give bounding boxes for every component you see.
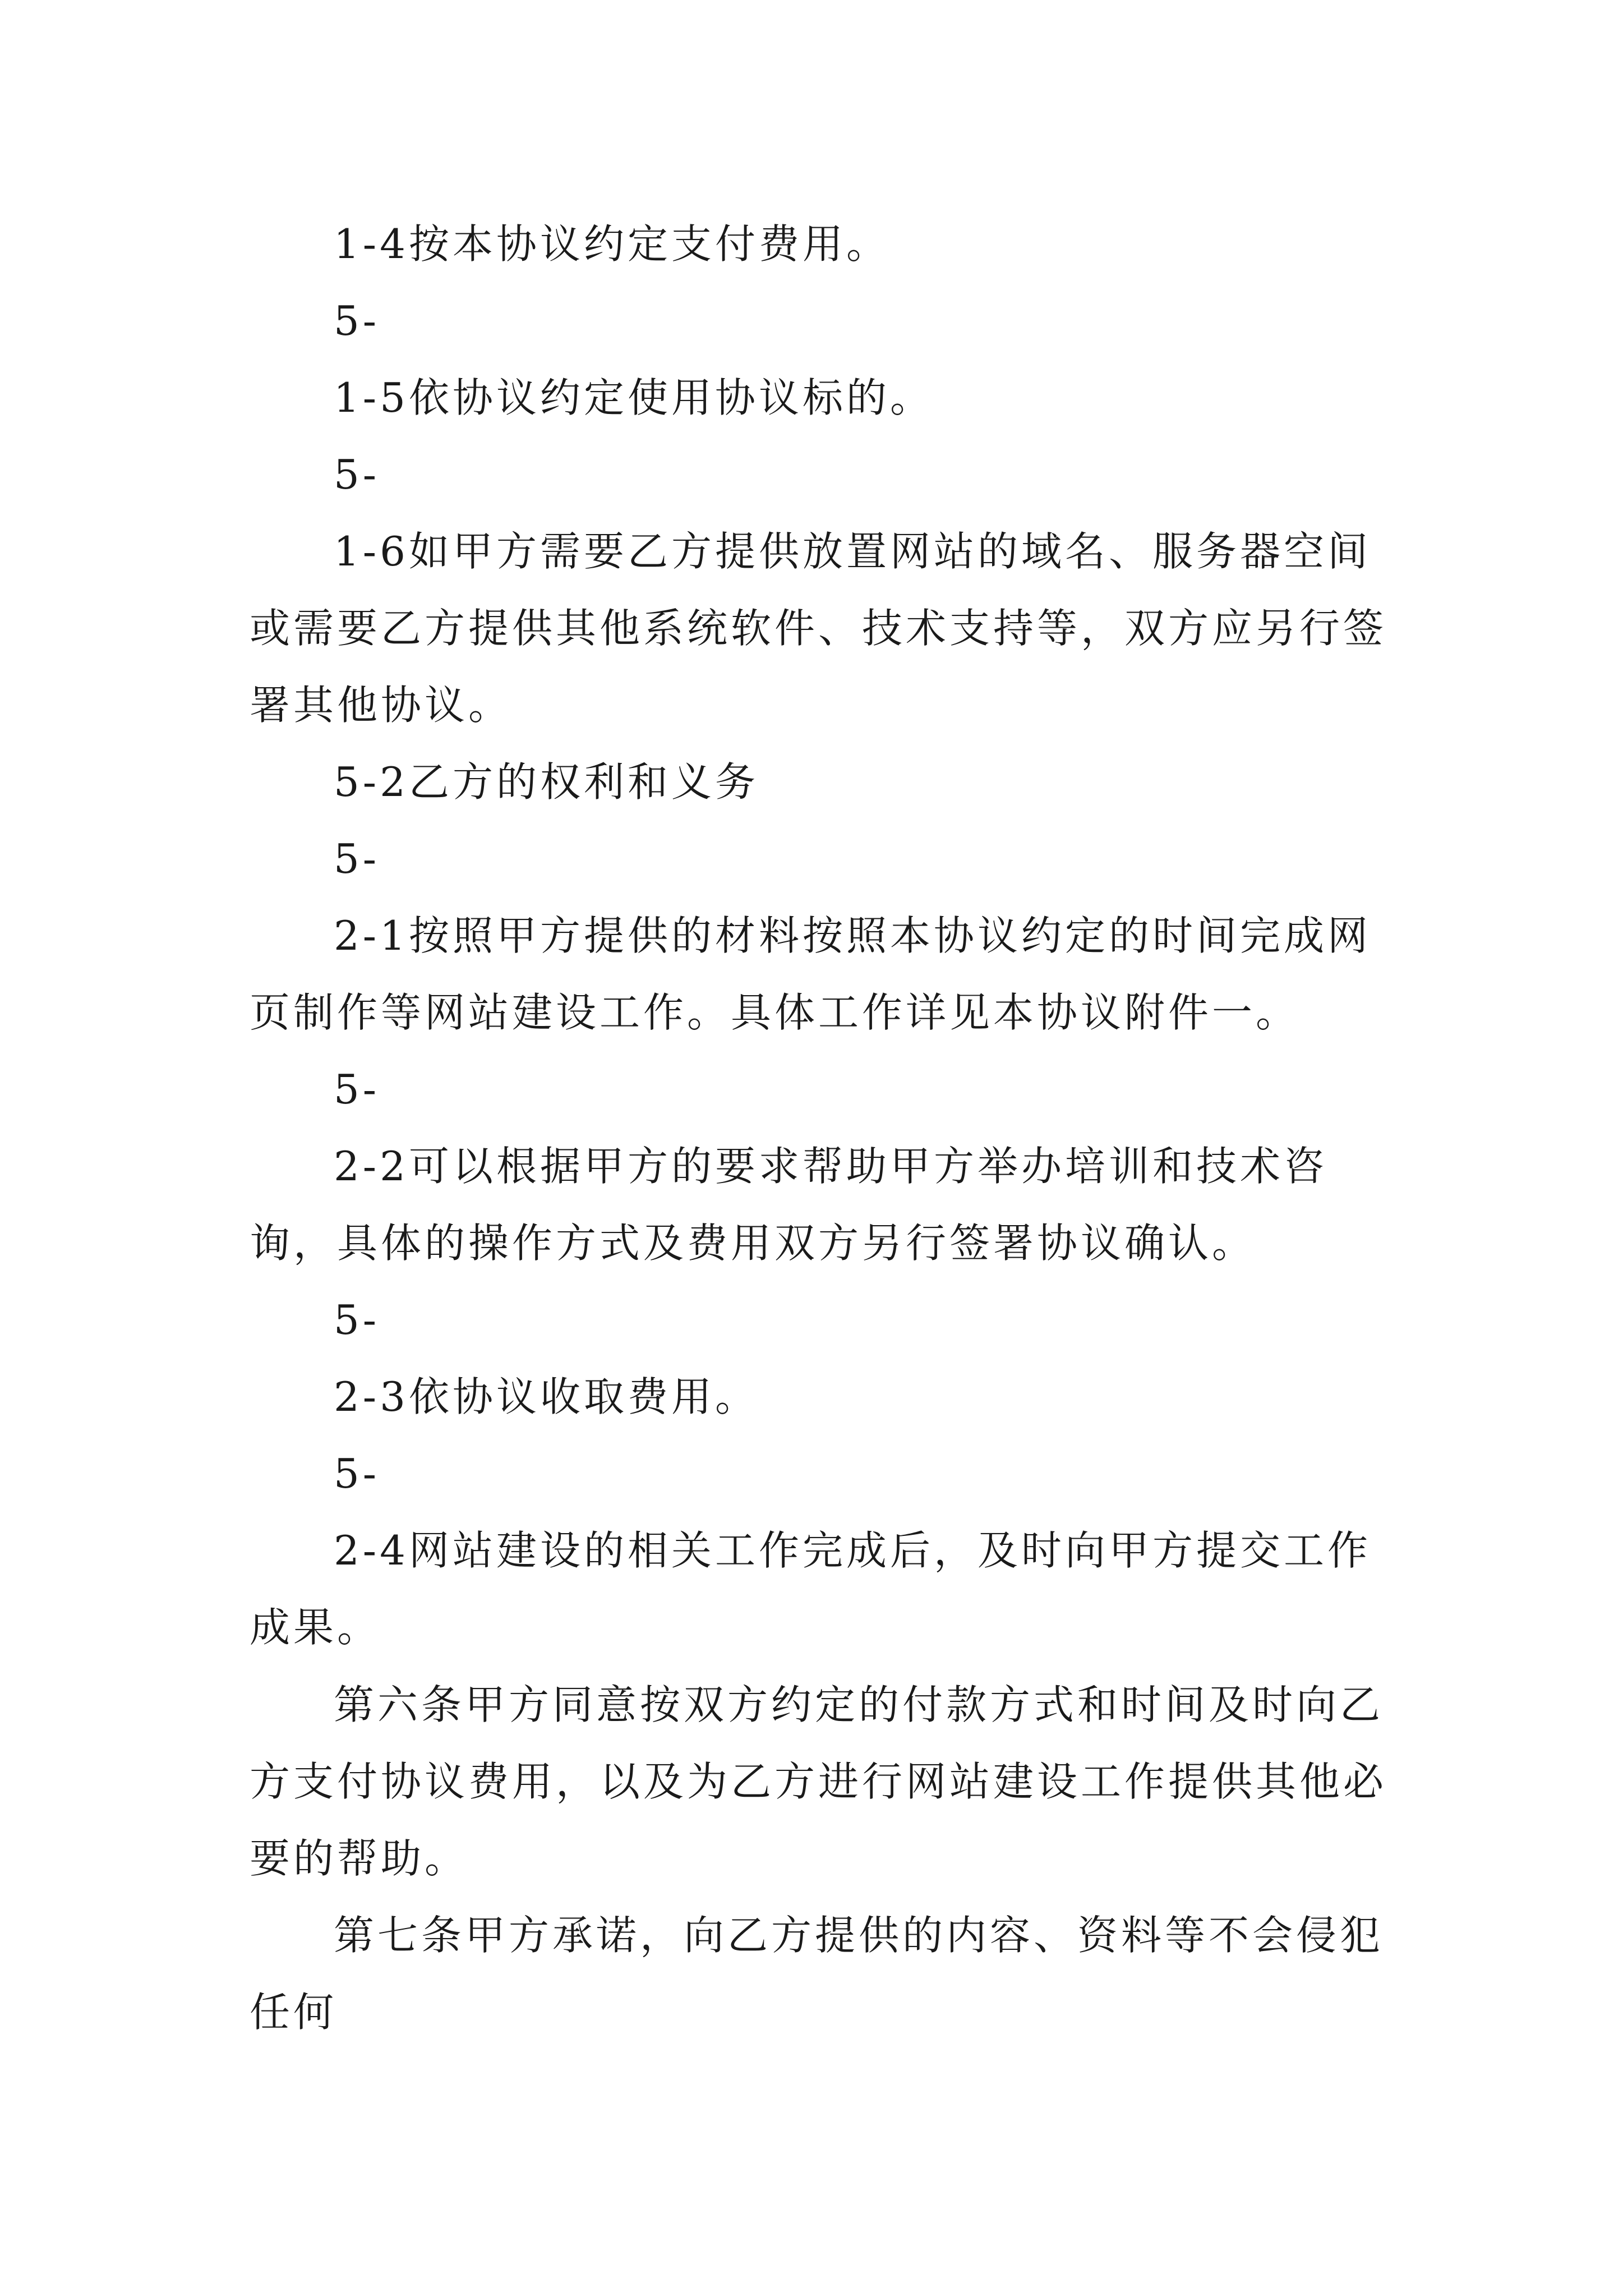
- article-7: 第七条甲方承诺，向乙方提供的内容、资料等不会侵犯任何: [250, 1912, 1384, 2036]
- section-number: 5-: [334, 1450, 380, 1497]
- clause-2-2: 2-2可以根据甲方的要求帮助甲方举办培训和技术咨询，具体的操作方式及费用双方另行签署协议确认。: [250, 1143, 1327, 1267]
- clause-1-5: 1-5依协议约定使用协议标的。: [334, 374, 934, 421]
- section-heading-5-2: 5-2乙方的权利和义务: [334, 758, 759, 806]
- clause-2-3: 2-3依协议收取费用。: [334, 1373, 759, 1420]
- section-number: 5-: [334, 1296, 380, 1343]
- clause-1-4: 1-4按本协议约定支付费用。: [334, 220, 890, 268]
- section-number: 5-: [334, 1066, 380, 1113]
- section-number: 5-: [334, 451, 380, 498]
- clause-2-1: 2-1按照甲方提供的材料按照本协议约定的时间完成网页制作等网站建设工作。具体工作详见本协议附件一。: [250, 912, 1371, 1036]
- section-number: 5-: [334, 835, 380, 882]
- article-6: 第六条甲方同意按双方约定的付款方式和时间及时向乙方支付协议费用，以及为乙方进行网站建设工作提供其他必要的帮助。: [250, 1681, 1387, 1882]
- section-number: 5-: [334, 297, 380, 344]
- clause-1-6: 1-6如甲方需要乙方提供放置网站的域名、服务器空间或需要乙方提供其他系统软件、技术支持等，双方应另行签署其他协议。: [250, 528, 1387, 729]
- clause-2-4: 2-4网站建设的相关工作完成后，及时向甲方提交工作成果。: [250, 1527, 1371, 1651]
